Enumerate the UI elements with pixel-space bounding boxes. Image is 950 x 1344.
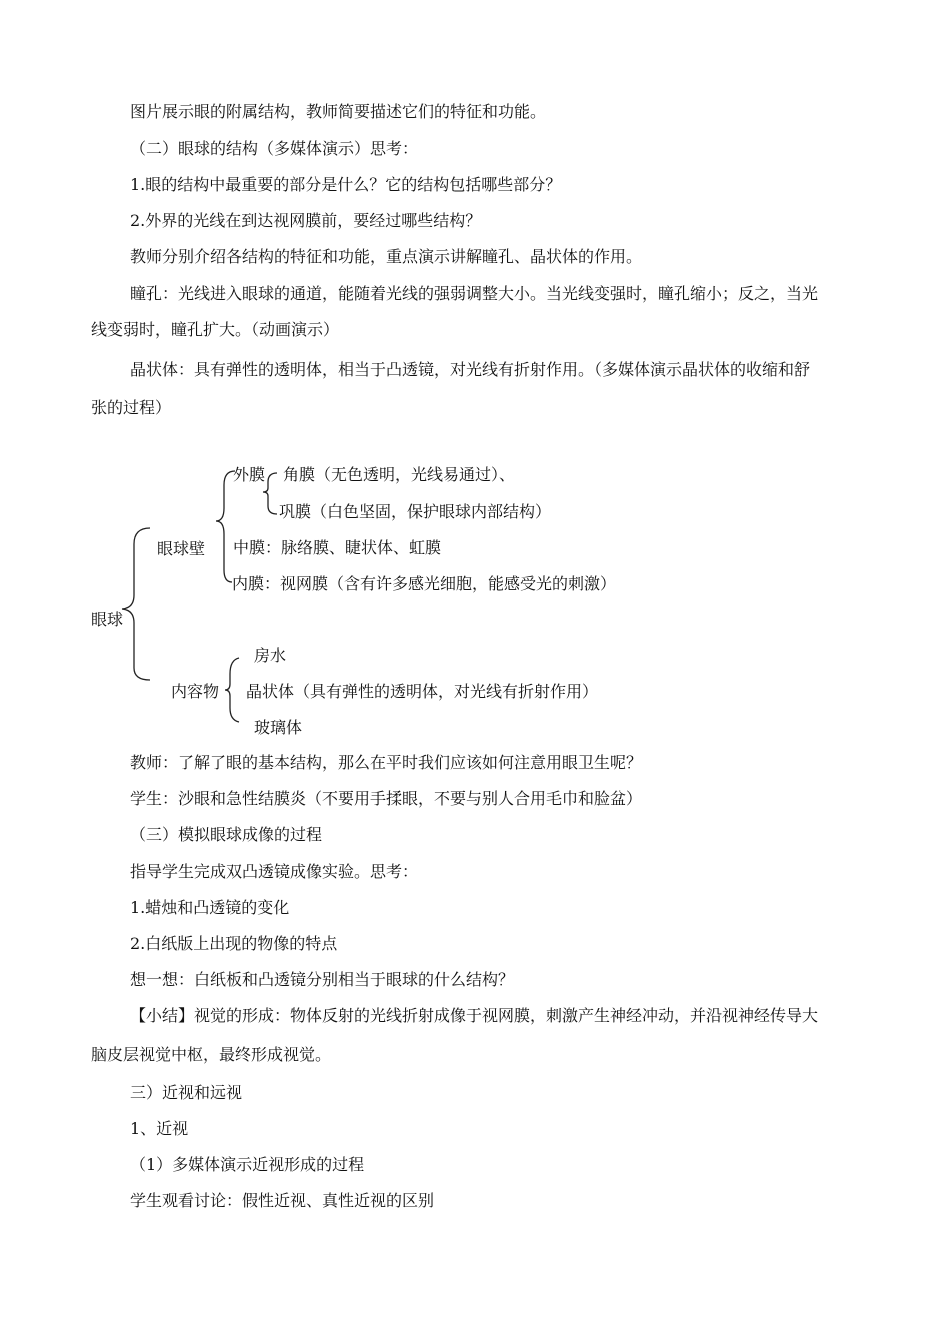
section-heading-eyeball-structure: （二）眼球的结构（多媒体演示）思考： <box>130 139 419 158</box>
brace-eyeball <box>122 528 150 680</box>
diagram-middle-membrane: 中膜：脉络膜、睫状体、虹膜 <box>233 538 442 557</box>
paragraph-teacher-question: 教师：了解了眼的基本结构，那么在平时我们应该如何注意用眼卫生呢？ <box>130 753 643 772</box>
diagram-sclera: 巩膜（白色坚固，保护眼球内部结构） <box>279 502 552 521</box>
diagram-aqueous-humor: 房水 <box>254 646 287 665</box>
experiment-question-2: 2.白纸版上出现的物像的特点 <box>130 934 338 953</box>
section-heading-myopia-hyperopia: 三）近视和远视 <box>130 1083 243 1102</box>
paragraph-summary-line2: 脑皮层视觉中枢，最终形成视觉。 <box>91 1045 332 1064</box>
brace-contents <box>225 658 239 722</box>
diagram-contents: 内容物 <box>171 682 220 701</box>
section-heading-imaging: （三）模拟眼球成像的过程 <box>130 825 323 844</box>
diagram-eyeball-wall: 眼球壁 <box>157 539 206 558</box>
diagram-lens: 晶状体（具有弹性的透明体，对光线有折射作用） <box>246 682 599 701</box>
summary-text: 视觉的形成：物体反射的光线折射成像于视网膜，刺激产生神经冲动，并沿视神经传导大 <box>194 1006 819 1025</box>
subheading-myopia: 1、近视 <box>130 1119 189 1138</box>
diagram-cornea: 角膜（无色透明，光线易通过）、 <box>283 465 516 484</box>
item-multimedia-demo: （1）多媒体演示近视形成的过程 <box>130 1155 365 1174</box>
question-1: 1.眼的结构中最重要的部分是什么？它的结构包括哪些部分？ <box>130 175 562 194</box>
paragraph-lens-line1: 晶状体：具有弹性的透明体，相当于凸透镜，对光线有折射作用。（多媒体演示晶状体的收缩和舒 <box>130 360 811 379</box>
paragraph-student-answer: 学生：沙眼和急性结膜炎（不要用手揉眼，不要与别人合用毛巾和脸盆） <box>130 789 643 808</box>
paragraph-lens-line2: 张的过程） <box>91 398 172 417</box>
experiment-question-1: 1.蜡烛和凸透镜的变化 <box>130 898 290 917</box>
diagram-eyeball: 眼球 <box>91 610 124 629</box>
summary-label: 【小结】 <box>130 1006 195 1025</box>
paragraph-student-discussion: 学生观看讨论：假性近视、真性近视的区别 <box>130 1191 435 1210</box>
diagram-inner-membrane: 内膜：视网膜（含有许多感光细胞，能感受光的刺激） <box>232 574 617 593</box>
paragraph-pupil-line1: 瞳孔：光线进入眼球的通道，能随着光线的强弱调整大小。当光线变强时，瞳孔缩小；反之，当光 <box>130 284 819 303</box>
paragraph-summary-line1 <box>130 1006 818 1026</box>
diagram-vitreous-body: 玻璃体 <box>254 718 303 737</box>
paragraph-accessory-structures: 图片展示眼的附属结构，教师简要描述它们的特征和功能。 <box>130 102 547 121</box>
brace-outer-membrane <box>263 473 277 514</box>
question-2: 2.外界的光线在到达视网膜前，要经过哪些结构？ <box>130 211 482 230</box>
brace-eyeball-wall <box>216 471 235 582</box>
paragraph-think: 想一想：白纸板和凸透镜分别相当于眼球的什么结构？ <box>130 970 515 989</box>
paragraph-teacher-intro: 教师分别介绍各结构的特征和功能，重点演示讲解瞳孔、晶状体的作用。 <box>130 247 643 266</box>
paragraph-experiment-guide: 指导学生完成双凸透镜成像实验。思考： <box>130 862 419 881</box>
diagram-outer-membrane: 外膜 <box>233 465 266 484</box>
paragraph-pupil-line2: 线变弱时，瞳孔扩大。（动画演示） <box>91 320 340 339</box>
